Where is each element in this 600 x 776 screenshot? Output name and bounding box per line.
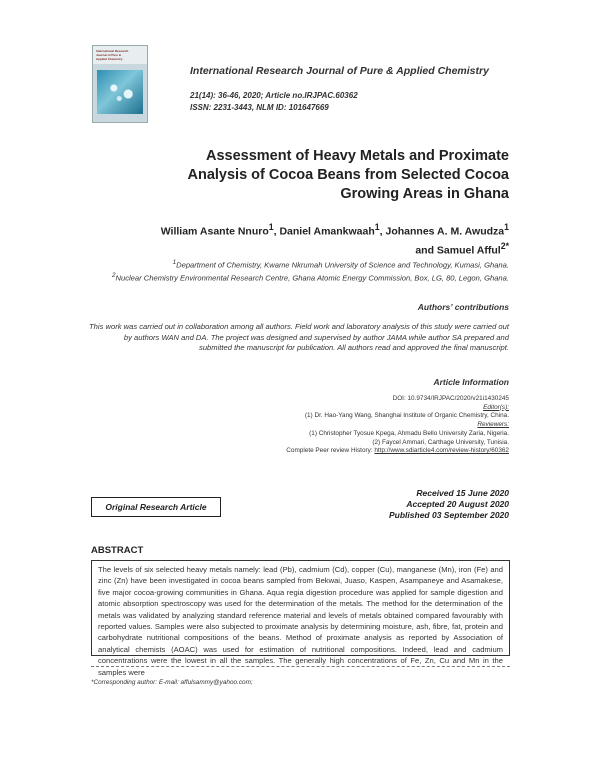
article-dates [389,488,509,521]
author-name: Johannes A. M. Awudza [385,225,505,238]
article-type-badge: Original Research Article [91,497,221,517]
abstract-text: The levels of six selected heavy metals namely: lead (Pb), cadmium (Cd), copper (Cu), manganese (Mn), iron (Fe) and zinc (Zn) have been investigated in cocoa beans sampled from Bekwai, Juaso, Kaspen, Asampaneye and Asamakese, five major cocoa-growing communities in Ghana. Aqua regia digestion procedure was applied for sample digestion and atomic absorption spectroscopy was used for the determination of the metals. The method for the determination of the metals was validated by analyzing standard reference material and levels of metals obtained compared favourably with reported values. Samples were also subjected to proximate analysis by determining moisture, ash, fibre, fat, protein and carbohydrate nutritional compositions of the beans. Method of proximate analysis as reported by Association of analytical chemists (AOAC) was used for estimation of nutritional compositions. Indeed, lead and cadmium concentrations were the lowest in all the samples. The generally high concentrations of Fe, Zn, Cu and Mn in the samples were [98,565,503,677]
received-date: Received 15 June 2020 [416,488,509,498]
journal-meta [190,90,358,114]
journal-cover-thumbnail [92,45,148,123]
article-info-heading: Article Information [433,377,509,387]
accepted-date: Accepted 20 August 2020 [406,499,509,509]
article-title: Assessment of Heavy Metals and Proximate Analysis of Cocoa Beans from Selected Cocoa Growing Areas in Ghana [187,148,509,202]
editor-label: Editor(s): [483,403,509,411]
reviewer: (1) Christopher Tyosue Kpega, Ahmadu Bello University Zaria, Nigeria. [309,429,509,437]
affiliation: $^2$Nuclear Chemistry Environmental Research Centre, Ghana Atomic Energy Commission, Box, LG, 80, Legon, Ghana. [111,272,509,283]
peer-review-history: Complete Peer review History: http://www.sdiarticle4.com/review-history/60362 [286,447,509,455]
cover-image-detail [103,76,139,106]
contributions-heading: Authors’ contributions [417,302,509,312]
abstract-heading: ABSTRACT [91,545,144,556]
author-name: Daniel Amankwaah [279,225,375,238]
author-name: William Asante Nnuro [160,225,269,238]
affiliation: $^1$Department of Chemistry, Kwame Nkrumah University of Science and Technology, Kumasi, Ghana. [172,259,509,270]
journal-name: International Research Journal of Pure & Applied Chemistry [190,65,489,77]
doi: DOI: 10.9734/IRJPAC/2020/v21i1430245 [392,395,509,402]
affiliations [69,258,509,284]
contributions-text: This work was carried out in collaboration among all authors. Field work and laboratory analysis of this study were carried out by authors WAN and DA. The project was designed and supervised by author JAMA while author SA prepared and submitted the manuscript for publication. All authors read and approved the final manuscript. [89,322,509,352]
corresponding-author-footnote: *Corresponding author: E-mail: affulsammy@yahoo.com; [91,679,253,686]
footnote-divider [91,666,510,667]
journal-citation: 21(14): 36-46, 2020; Article no.IRJPAC.60362 [190,91,358,100]
journal-issn: ISSN: 2231-3443, NLM ID: 101647669 [190,103,329,112]
abstract-box [91,560,510,677]
cover-title: International Research Journal of Pure & Applied Chemistry [96,49,129,61]
editor: (1) Dr. Hao-Yang Wang, Shanghai Institute of Organic Chemistry, China. [304,412,509,420]
reviewer: (2) Faycel Ammari, Carthage University, Tunisia. [372,438,509,446]
published-date: Published 03 September 2020 [389,510,509,520]
peer-review-link[interactable]: http://www.sdiarticle4.com/review-history/60362 [374,447,509,455]
author-name: Samuel Afful [436,244,501,256]
article-info [89,395,509,456]
author-list: William Asante Nnuro$^1$, Daniel Amankwaah$^1$, Johannes A. M. Awudza$^1$ and Samuel Afful$^{2*}$ [160,222,509,256]
reviewers-label: Reviewers: [477,421,509,429]
